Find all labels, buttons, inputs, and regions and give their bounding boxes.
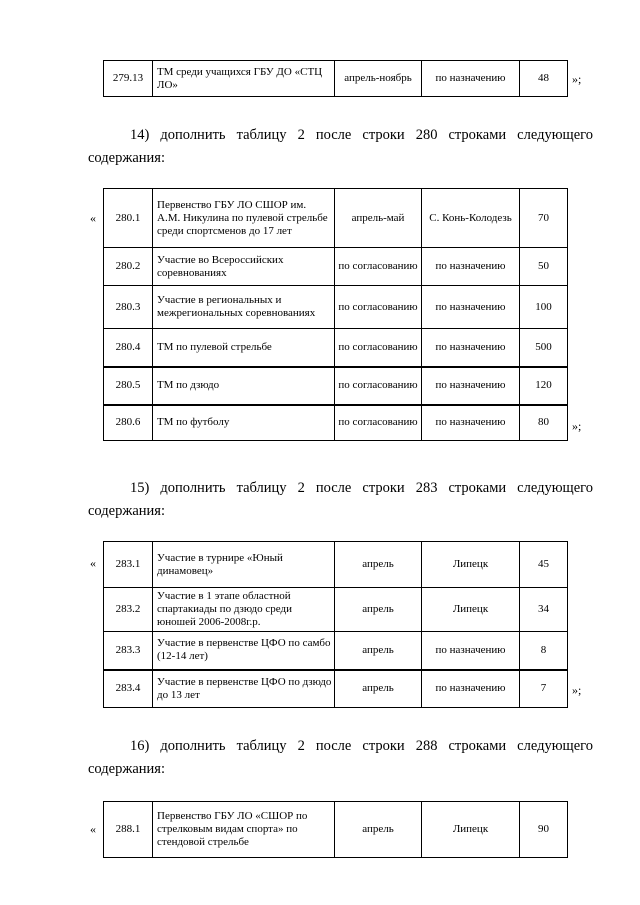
closing-quote: »; [572, 72, 582, 86]
paragraph-15 [88, 477, 593, 523]
event-place: Липецк [422, 542, 520, 588]
participant-count: 45 [520, 542, 568, 588]
event-place: по назначению [422, 286, 520, 329]
table-288 [103, 801, 568, 858]
opening-quote: « [90, 556, 96, 570]
row-number: 280.1 [104, 189, 153, 248]
event-name: Участие в 1 этапе областной спартакиады по дзюдо среди юношей 2006-2008г.р. [153, 588, 335, 632]
table-row [104, 329, 568, 367]
paragraph-line: содержания: [88, 150, 166, 166]
table-row [104, 542, 568, 588]
opening-quote: « [90, 822, 96, 836]
event-period: по согласованию [335, 367, 422, 405]
table-row [104, 189, 568, 248]
event-period: по согласованию [335, 286, 422, 329]
event-name: Участие в первенстве ЦФО по самбо (12-14 лет) [153, 632, 335, 670]
event-place: С. Конь-Колодезь [422, 189, 520, 248]
participant-count: 90 [520, 802, 568, 858]
paragraph-line: содержания: [88, 503, 166, 519]
participant-count: 80 [520, 405, 568, 441]
row-number: 280.3 [104, 286, 153, 329]
event-place: по назначению [422, 329, 520, 367]
participant-count: 8 [520, 632, 568, 670]
event-name: ТМ по футболу [153, 405, 335, 441]
event-place: по назначению [422, 632, 520, 670]
event-name: Участие во Всероссийских соревнованиях [153, 248, 335, 286]
table-row [104, 61, 568, 97]
closing-quote: »; [572, 683, 582, 697]
table-row [104, 248, 568, 286]
table-row [104, 588, 568, 632]
table-283 [103, 541, 568, 708]
closing-quote: »; [572, 419, 582, 433]
event-place: по назначению [422, 61, 520, 97]
paragraph-16 [88, 735, 593, 781]
event-name: Участие в первенстве ЦФО по дзюдо до 13 лет [153, 670, 335, 708]
table-280 [103, 188, 568, 441]
event-name: Участие в турнире «Юный динамовец» [153, 542, 335, 588]
row-number: 283.1 [104, 542, 153, 588]
paragraph-line: 16) дополнить таблицу 2 после строки 288 строками следующего [130, 738, 593, 754]
row-number: 283.3 [104, 632, 153, 670]
participant-count: 120 [520, 367, 568, 405]
event-name: ТМ по пулевой стрельбе [153, 329, 335, 367]
event-period: по согласованию [335, 405, 422, 441]
event-name: Первенство ГБУ ЛО СШОР им. А.М. Никулина по пулевой стрельбе среди спортсменов до 17 лет [153, 189, 335, 248]
table-row [104, 405, 568, 441]
row-number: 283.2 [104, 588, 153, 632]
participant-count: 34 [520, 588, 568, 632]
participant-count: 70 [520, 189, 568, 248]
paragraph-14 [88, 124, 593, 170]
event-name: Первенство ГБУ ЛО «СШОР по стрелковым видам спорта» по стендовой стрельбе [153, 802, 335, 858]
event-period: апрель [335, 588, 422, 632]
event-place: по назначению [422, 248, 520, 286]
event-period: апрель-май [335, 189, 422, 248]
event-place: Липецк [422, 588, 520, 632]
paragraph-line: 15) дополнить таблицу 2 после строки 283 строками следующего [130, 480, 593, 496]
event-place: по назначению [422, 405, 520, 441]
row-number: 280.5 [104, 367, 153, 405]
row-number: 280.6 [104, 405, 153, 441]
paragraph-line: содержания: [88, 761, 166, 777]
event-name: ТМ среди учащихся ГБУ ДО «СТЦ ЛО» [153, 61, 335, 97]
row-number: 283.4 [104, 670, 153, 708]
participant-count: 7 [520, 670, 568, 708]
row-number: 288.1 [104, 802, 153, 858]
event-name: Участие в региональных и межрегиональных соревнованиях [153, 286, 335, 329]
event-period: апрель [335, 802, 422, 858]
table-row [104, 632, 568, 670]
table-row [104, 802, 568, 858]
table-row [104, 286, 568, 329]
table-row [104, 367, 568, 405]
event-name: ТМ по дзюдо [153, 367, 335, 405]
participant-count: 50 [520, 248, 568, 286]
opening-quote: « [90, 211, 96, 225]
event-period: по согласованию [335, 248, 422, 286]
participant-count: 100 [520, 286, 568, 329]
table-row [104, 670, 568, 708]
row-number: 279.13 [104, 61, 153, 97]
event-period: апрель-ноябрь [335, 61, 422, 97]
event-place: Липецк [422, 802, 520, 858]
event-place: по назначению [422, 670, 520, 708]
paragraph-line: 14) дополнить таблицу 2 после строки 280 строками следующего [130, 127, 593, 143]
event-period: апрель [335, 542, 422, 588]
row-number: 280.2 [104, 248, 153, 286]
event-period: по согласованию [335, 329, 422, 367]
participant-count: 500 [520, 329, 568, 367]
event-period: апрель [335, 632, 422, 670]
event-period: апрель [335, 670, 422, 708]
table-row-279 [103, 60, 568, 97]
event-place: по назначению [422, 367, 520, 405]
participant-count: 48 [520, 61, 568, 97]
row-number: 280.4 [104, 329, 153, 367]
